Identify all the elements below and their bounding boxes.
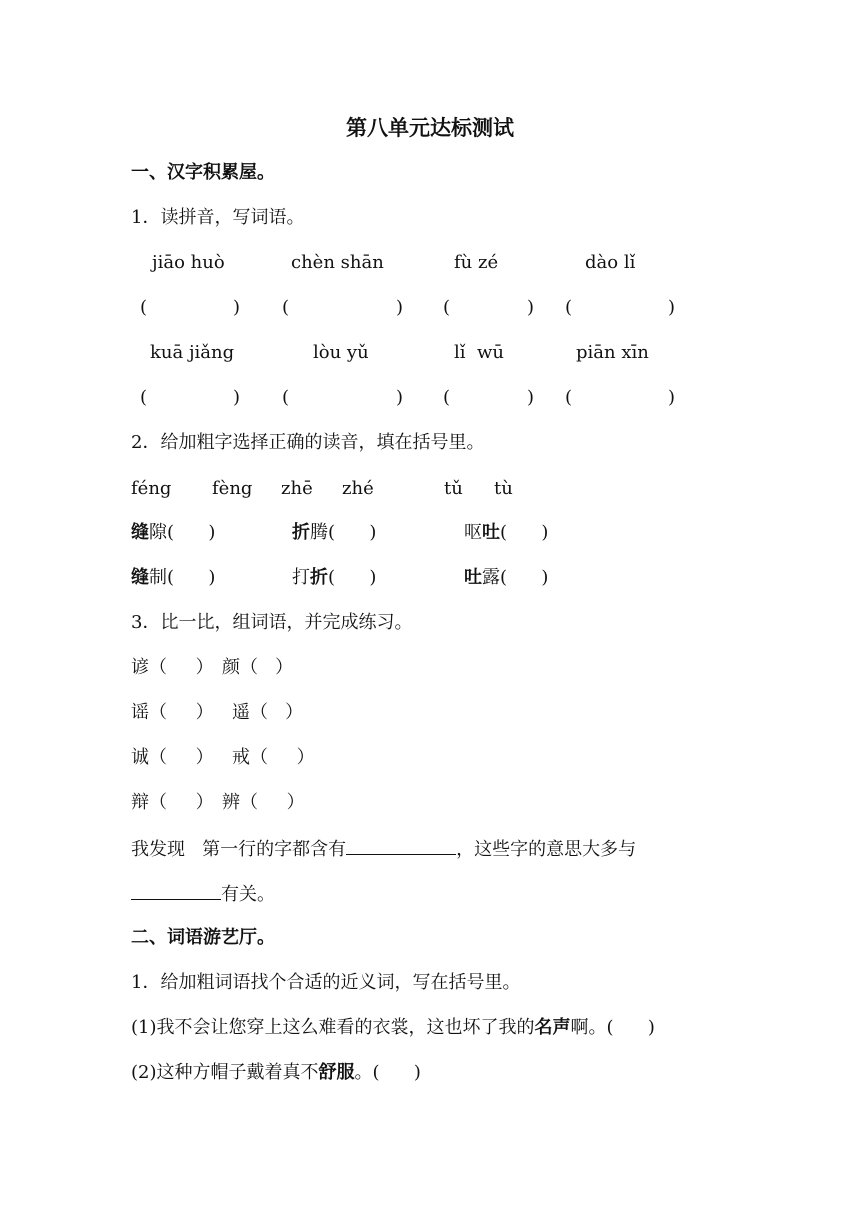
- paren-close: ): [233, 387, 241, 408]
- paren-close: ): [396, 297, 404, 318]
- sentence-text: 啊。( ): [570, 1017, 655, 1038]
- word-item[interactable]: [464, 566, 548, 590]
- fill-blank[interactable]: [346, 836, 456, 855]
- paren-close: ): [668, 297, 676, 318]
- reading-option: tù: [494, 478, 513, 499]
- word-item[interactable]: [464, 521, 548, 545]
- compare-item[interactable]: 谣（ ）: [131, 702, 214, 723]
- word-item[interactable]: [292, 521, 376, 545]
- compare-item[interactable]: 颜（ ）: [222, 657, 294, 678]
- pinyin-5: kuā jiǎng: [150, 342, 235, 363]
- pinyin-1: jiāo huò: [152, 252, 225, 273]
- word-item[interactable]: [131, 566, 215, 590]
- reading-option: zhē: [281, 478, 313, 499]
- bold-char: 吐: [482, 522, 500, 543]
- section-2-heading: 二、词语游艺厅。: [131, 927, 275, 948]
- reading-option: zhé: [342, 478, 374, 499]
- word-pre: 呕: [464, 522, 482, 543]
- paren-close: ): [527, 387, 535, 408]
- bold-char: 折: [292, 522, 310, 543]
- reading-option: féng: [131, 478, 172, 499]
- word-item[interactable]: [131, 521, 215, 545]
- paren-open: (: [140, 387, 148, 408]
- bold-char: 折: [310, 567, 328, 588]
- paren-close: ): [668, 387, 676, 408]
- page-title: 第八单元达标测试: [346, 115, 514, 140]
- word-item[interactable]: [292, 566, 376, 590]
- sentence-text: (1)我不会让您穿上这么难看的衣裳，这也坏了我的: [131, 1017, 535, 1038]
- discover-text: 我发现 第一行的字都含有: [131, 839, 347, 860]
- paren-close: ): [396, 387, 404, 408]
- s2-q1-prompt: 1．给加粗词语找个合适的近义词，写在括号里。: [131, 972, 521, 993]
- discover-text: ，这些字的意思大多与: [456, 839, 637, 860]
- paren-open: (: [565, 297, 573, 318]
- compare-item[interactable]: 遥（ ）: [232, 702, 304, 723]
- bold-char: 吐: [464, 567, 482, 588]
- paren-open: (: [140, 297, 148, 318]
- bold-word: 名声: [534, 1017, 571, 1038]
- sentence-2[interactable]: [131, 1061, 421, 1085]
- paren-close: ): [233, 297, 241, 318]
- pinyin-3: fù zé: [454, 252, 499, 273]
- paren-close: ): [527, 297, 535, 318]
- word-rest: 露( ): [482, 567, 549, 588]
- compare-item[interactable]: 辩（ ）: [131, 792, 214, 813]
- bold-char: 缝: [131, 522, 149, 543]
- word-rest: 腾( ): [310, 522, 377, 543]
- section-1-heading: 一、汉字积累屋。: [131, 162, 275, 183]
- q1-prompt: 1．读拼音，写词语。: [131, 207, 305, 228]
- sentence-1[interactable]: [131, 1016, 655, 1040]
- bold-char: 缝: [131, 567, 149, 588]
- word-pre: 打: [292, 567, 310, 588]
- fill-blank[interactable]: [131, 881, 221, 900]
- word-rest: ( ): [328, 567, 377, 588]
- paren-open: (: [443, 387, 451, 408]
- word-rest: ( ): [500, 522, 549, 543]
- compare-item[interactable]: 谚（ ）: [131, 657, 214, 678]
- word-rest: 隙( ): [149, 522, 216, 543]
- paren-open: (: [443, 297, 451, 318]
- discover-line-1: [131, 836, 636, 862]
- pinyin-6: lòu yǔ: [313, 342, 369, 363]
- sentence-text: 。( ): [354, 1062, 421, 1083]
- pinyin-8: piān xīn: [576, 342, 649, 363]
- discover-text: 有关。: [221, 884, 275, 905]
- paren-open: (: [282, 387, 290, 408]
- q2-prompt: 2．给加粗字选择正确的读音，填在括号里。: [131, 432, 485, 453]
- compare-item[interactable]: 戒（ ）: [232, 747, 315, 768]
- sentence-text: (2)这种方帽子戴着真不: [131, 1062, 319, 1083]
- reading-option: tǔ: [444, 478, 463, 499]
- discover-line-2: [131, 881, 275, 907]
- paren-open: (: [282, 297, 290, 318]
- word-rest: 制( ): [149, 567, 216, 588]
- bold-word: 舒服: [318, 1062, 355, 1083]
- reading-option: fèng: [212, 478, 253, 499]
- pinyin-7: lǐ wū: [454, 342, 504, 363]
- pinyin-4: dào lǐ: [585, 252, 636, 273]
- q3-prompt: 3．比一比，组词语，并完成练习。: [131, 612, 413, 633]
- paren-open: (: [565, 387, 573, 408]
- compare-item[interactable]: 诚（ ）: [131, 747, 214, 768]
- compare-item[interactable]: 辨（ ）: [222, 792, 305, 813]
- pinyin-2: chèn shān: [291, 252, 384, 273]
